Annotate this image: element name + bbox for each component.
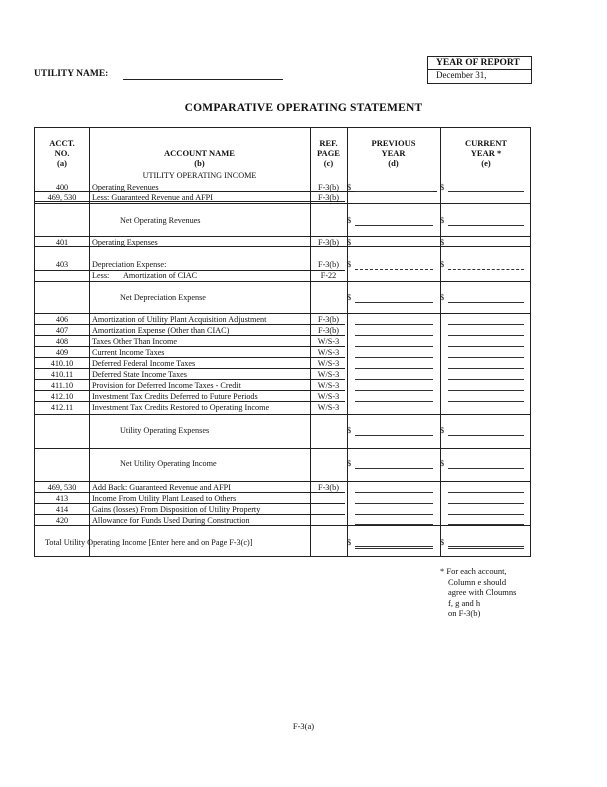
current-year-input[interactable] bbox=[448, 379, 524, 380]
account-itc-deferred: Investment Tax Credits Deferred to Future Periods bbox=[92, 392, 258, 401]
previous-year-input[interactable] bbox=[355, 524, 433, 525]
account-taxes-other: Taxes Other Than Income bbox=[92, 337, 177, 346]
page-title: COMPARATIVE OPERATING STATEMENT bbox=[184, 102, 423, 114]
ref-page: W/S-3 bbox=[317, 392, 340, 401]
operating-statement-table bbox=[34, 127, 531, 557]
ref-page: W/S-3 bbox=[317, 403, 340, 412]
current-year-input[interactable] bbox=[448, 492, 524, 493]
previous-year-input[interactable] bbox=[355, 514, 433, 515]
row-divider bbox=[35, 313, 530, 314]
previous-year-input[interactable] bbox=[355, 269, 433, 270]
net-depreciation-expense-label: Net Depreciation Expense bbox=[120, 293, 206, 302]
ref-page: F-3(b) bbox=[318, 193, 339, 202]
previous-year-input[interactable] bbox=[355, 335, 433, 336]
previous-year-input[interactable] bbox=[355, 191, 433, 192]
acct-400: 400 bbox=[55, 183, 69, 192]
current-year-input[interactable] bbox=[448, 302, 524, 303]
account-itc-restored: Investment Tax Credits Restored to Operating Income bbox=[92, 403, 270, 412]
dollar-sign: $ bbox=[347, 260, 352, 269]
previous-year-input[interactable] bbox=[355, 401, 433, 402]
account-provision-deferred: Provision for Deferred Income Taxes - Credit bbox=[92, 381, 241, 390]
current-year-input[interactable] bbox=[448, 468, 524, 469]
previous-year-input[interactable] bbox=[355, 468, 433, 469]
dollar-sign: $ bbox=[347, 183, 352, 192]
account-deferred-federal: Deferred Federal Income Taxes bbox=[92, 359, 196, 368]
acct-412-10: 412.10 bbox=[50, 392, 74, 401]
ref-page: F-3(b) bbox=[318, 483, 339, 492]
acct-406: 406 bbox=[55, 315, 69, 324]
utility-operating-expenses-label: Utility Operating Expenses bbox=[120, 426, 210, 435]
row-divider bbox=[35, 281, 530, 282]
header-current-year: CURRENT YEAR * (e) bbox=[464, 138, 508, 168]
ref-page: W/S-3 bbox=[317, 337, 340, 346]
account-amortization-acquisition: Amortization of Utility Plant Acquisition Adjustment bbox=[92, 315, 267, 324]
account-amortization-other: Amortization Expense (Other than CIAC) bbox=[92, 326, 230, 335]
net-utility-operating-income-label: Net Utility Operating Income bbox=[120, 459, 217, 468]
dollar-sign: $ bbox=[347, 459, 352, 468]
dollar-sign: $ bbox=[440, 538, 445, 547]
section-heading: UTILITY OPERATING INCOME bbox=[142, 171, 257, 180]
current-year-input[interactable] bbox=[448, 269, 524, 270]
current-year-input[interactable] bbox=[448, 335, 524, 336]
utility-name-label: UTILITY NAME: bbox=[34, 69, 109, 79]
acct-407: 407 bbox=[55, 326, 69, 335]
previous-year-input[interactable] bbox=[355, 390, 433, 391]
previous-year-input[interactable] bbox=[355, 357, 433, 358]
current-year-input[interactable] bbox=[448, 368, 524, 369]
acct-469-530: 469, 530 bbox=[47, 193, 77, 202]
account-income-leased: Income From Utility Plant Leased to Others bbox=[92, 494, 237, 503]
current-year-input[interactable] bbox=[448, 524, 524, 525]
total-utility-operating-income-label: Total Utility Operating Income [Enter here and on Page F-3(c)] bbox=[45, 538, 253, 547]
year-of-report-box bbox=[427, 56, 532, 84]
account-current-income-taxes: Current Income Taxes bbox=[92, 348, 165, 357]
acct-414: 414 bbox=[55, 505, 69, 514]
acct-412-11: 412.11 bbox=[50, 403, 74, 412]
ref-page: F-3(b) bbox=[318, 326, 339, 335]
dollar-sign: $ bbox=[440, 183, 445, 192]
account-amortization-ciac: Amortization of CIAC bbox=[123, 271, 198, 280]
account-add-back: Add Back: Guaranteed Revenue and AFPI bbox=[92, 483, 231, 492]
account-operating-revenues: Operating Revenues bbox=[92, 183, 159, 192]
previous-year-input[interactable] bbox=[355, 346, 433, 347]
account-afudc: Allowance for Funds Used During Construction bbox=[92, 516, 250, 525]
previous-year-input[interactable] bbox=[355, 225, 433, 226]
acct-409: 409 bbox=[55, 348, 69, 357]
row-divider bbox=[35, 448, 530, 449]
acct-411-10: 411.10 bbox=[50, 381, 74, 390]
dollar-sign: $ bbox=[347, 293, 352, 302]
ref-page: W/S-3 bbox=[317, 348, 340, 357]
footnote: * For each account, Column e should agree with Cloumns f, g and h on F-3(b) bbox=[440, 566, 517, 618]
previous-year-input[interactable] bbox=[355, 503, 433, 504]
dollar-sign: $ bbox=[347, 538, 352, 547]
dollar-sign: $ bbox=[347, 216, 352, 225]
acct-401: 401 bbox=[55, 238, 69, 247]
acct-403: 403 bbox=[55, 260, 69, 269]
current-year-input[interactable] bbox=[448, 401, 524, 402]
previous-year-input[interactable] bbox=[355, 302, 433, 303]
acct-410-10: 410.10 bbox=[50, 359, 74, 368]
dollar-sign: $ bbox=[440, 260, 445, 269]
current-year-input[interactable] bbox=[448, 514, 524, 515]
row-divider bbox=[35, 414, 530, 415]
current-year-input[interactable] bbox=[448, 225, 524, 226]
account-less-guaranteed-revenue: Less: Guaranteed Revenue and AFPI bbox=[92, 193, 213, 202]
net-operating-revenues-label: Net Operating Revenues bbox=[120, 216, 201, 225]
account-depreciation-expense: Depreciation Expense: bbox=[92, 260, 167, 269]
utility-name-line[interactable] bbox=[123, 79, 283, 80]
dollar-sign: $ bbox=[440, 238, 445, 247]
row-divider bbox=[35, 236, 530, 237]
ref-page: F-22 bbox=[320, 271, 337, 280]
dollar-sign: $ bbox=[347, 238, 352, 247]
acct-408: 408 bbox=[55, 337, 69, 346]
current-year-input[interactable] bbox=[448, 390, 524, 391]
ref-page: F-3(b) bbox=[318, 183, 339, 192]
previous-year-input[interactable] bbox=[355, 435, 433, 436]
row-divider bbox=[35, 481, 530, 482]
dollar-sign: $ bbox=[440, 293, 445, 302]
previous-year-total-input[interactable] bbox=[355, 546, 433, 549]
acct-410-11: 410.11 bbox=[50, 370, 74, 379]
current-year-input[interactable] bbox=[448, 346, 524, 347]
previous-year-input[interactable] bbox=[355, 379, 433, 380]
year-of-report-title: YEAR OF REPORT bbox=[436, 58, 520, 68]
current-year-input[interactable] bbox=[448, 191, 524, 192]
dollar-sign: $ bbox=[440, 459, 445, 468]
current-year-input[interactable] bbox=[448, 435, 524, 436]
year-of-report-date: December 31, bbox=[436, 70, 487, 80]
header-ref-page: REF. PAGE (c) bbox=[317, 138, 340, 168]
account-operating-expenses: Operating Expenses bbox=[92, 238, 158, 247]
ref-page: F-3(b) bbox=[318, 238, 339, 247]
dollar-sign: $ bbox=[347, 426, 352, 435]
ref-page: W/S-3 bbox=[317, 370, 340, 379]
ref-page: W/S-3 bbox=[317, 359, 340, 368]
previous-year-input[interactable] bbox=[355, 324, 433, 325]
current-year-total-input[interactable] bbox=[448, 546, 524, 549]
row-divider bbox=[35, 203, 530, 204]
header-previous-year: PREVIOUS YEAR (d) bbox=[371, 138, 416, 168]
page-number: F-3(a) bbox=[292, 721, 315, 731]
dollar-sign: $ bbox=[440, 216, 445, 225]
current-year-input[interactable] bbox=[448, 324, 524, 325]
less-prefix: Less: bbox=[92, 271, 110, 280]
previous-year-input[interactable] bbox=[355, 492, 433, 493]
previous-year-input[interactable] bbox=[355, 368, 433, 369]
ref-page: W/S-3 bbox=[317, 381, 340, 390]
acct-413: 413 bbox=[55, 494, 69, 503]
current-year-input[interactable] bbox=[448, 357, 524, 358]
header-acct: ACCT. NO. (a) bbox=[49, 138, 75, 168]
dollar-sign: $ bbox=[440, 426, 445, 435]
acct-469-530: 469, 530 bbox=[47, 483, 77, 492]
ref-page: F-3(b) bbox=[318, 315, 339, 324]
acct-420: 420 bbox=[55, 516, 69, 525]
current-year-input[interactable] bbox=[448, 503, 524, 504]
header-account-name: ACCOUNT NAME (b) bbox=[164, 148, 235, 168]
account-gains-losses: Gains (losses) From Disposition of Utility Property bbox=[92, 505, 261, 514]
ref-page: F-3(b) bbox=[318, 260, 339, 269]
account-deferred-state: Deferred State Income Taxes bbox=[92, 370, 187, 379]
